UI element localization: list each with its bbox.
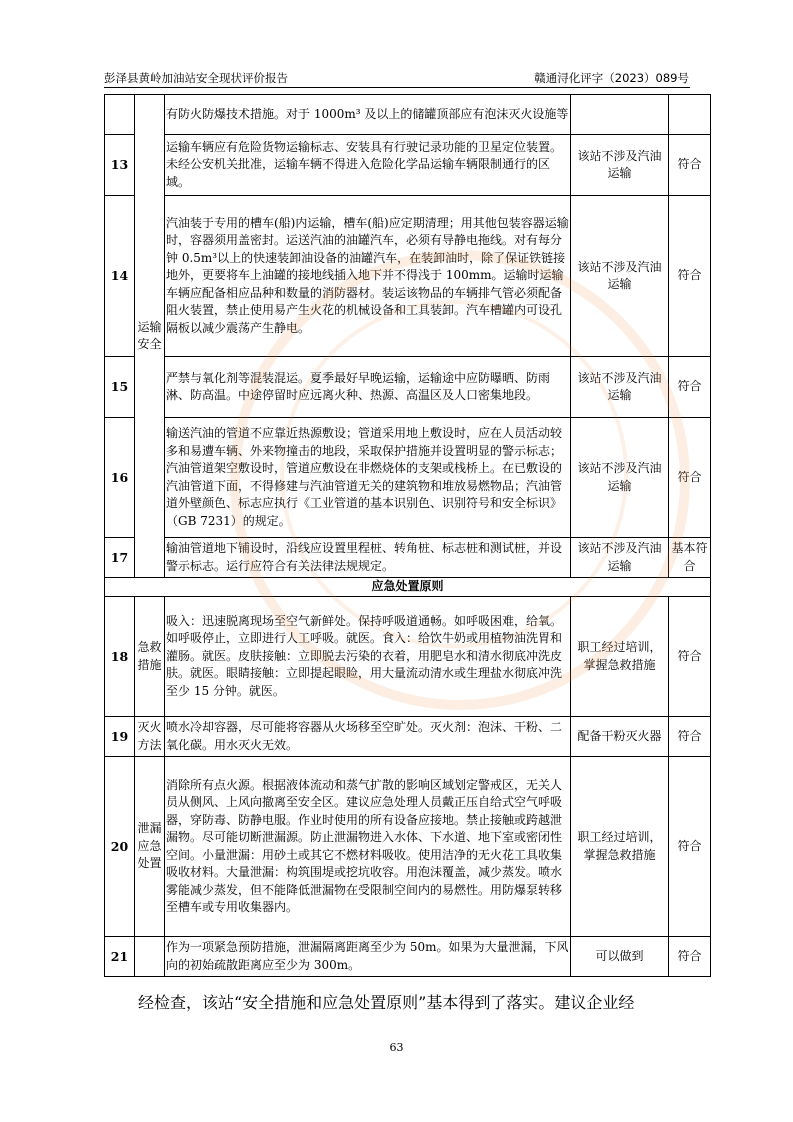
item-number: 13 bbox=[105, 135, 135, 196]
item-fact: 该站不涉及汽油运输 bbox=[571, 538, 669, 578]
table-row bbox=[105, 597, 711, 717]
item-content: 汽油装于专用的槽车(船)内运输，槽车(船)应定期清理；用其他包装容器运输时，容器须用盖密封。运送汽油的油罐汽车，必须有导静电拖线。对有每分钟 0.5m³以上的快速装卸油设备的油罐汽车，在装卸油时，除了保证铁链接地外，更要将车上油罐的接地线插入地下并不得浅于 100mm。运输时运输车辆应配备相应品种和数量的消防器材。装运该物品的车辆排气管必须配备阻火装置，禁止使用易产生火花的机械设备和工具装卸。汽车槽罐内可设孔隔板以减少震荡产生静电。 bbox=[165, 196, 571, 357]
item-result: 符合 bbox=[669, 757, 711, 937]
item-result: 符合 bbox=[669, 597, 711, 717]
item-content: 吸入：迅速脱离现场至空气新鲜处。保持呼吸道通畅。如呼吸困难，给氧。如呼吸停止，立即进行人工呼吸。就医。食入：给饮牛奶或用植物油洗胃和灌肠。就医。皮肤接触：立即脱去污染的衣着，用肥皂水和清水彻底冲洗皮肤。就医。眼睛接触：立即提起眼睑，用大量流动清水或生理盐水彻底冲洗至少 15 分钟。就医。 bbox=[165, 597, 571, 717]
table-row bbox=[105, 757, 711, 937]
category-cell: 灭火方法 bbox=[135, 717, 165, 757]
category-cell bbox=[135, 937, 165, 977]
item-number: 16 bbox=[105, 418, 135, 538]
table-row bbox=[105, 937, 711, 977]
item-fact: 可以做到 bbox=[571, 937, 669, 977]
item-number: 20 bbox=[105, 757, 135, 937]
item-content: 输油管道地下铺设时，沿线应设置里程桩、转角桩、标志桩和测试桩，并设警示标志。运行应符合有关法律法规规定。 bbox=[165, 538, 571, 578]
table-row bbox=[105, 418, 711, 538]
safety-table bbox=[104, 94, 711, 977]
section-title: 应急处置原则 bbox=[105, 578, 711, 597]
item-result: 符合 bbox=[669, 357, 711, 418]
item-fact: 配备干粉灭火器 bbox=[571, 717, 669, 757]
item-number: 18 bbox=[105, 597, 135, 717]
category-cell: 泄漏应急处置 bbox=[135, 757, 165, 937]
item-result: 符合 bbox=[669, 418, 711, 538]
conclusion-paragraph: 经检查，该站“安全措施和应急处置原则”基本得到了落实。建议企业经 bbox=[138, 993, 635, 1012]
item-fact: 该站不涉及汽油运输 bbox=[571, 418, 669, 538]
item-number: 19 bbox=[105, 717, 135, 757]
table-row bbox=[105, 196, 711, 357]
item-fact: 该站不涉及汽油运输 bbox=[571, 196, 669, 357]
item-content: 作为一项紧急预防措施，泄漏隔离距离至少为 50m。如果为大量泄漏，下风向的初始疏散距离应至少为 300m。 bbox=[165, 937, 571, 977]
item-content: 输送汽油的管道不应靠近热源敷设；管道采用地上敷设时，应在人员活动较多和易遭车辆、外来物撞击的地段，采取保护措施并设置明显的警示标志；汽油管道架空敷设时，管道应敷设在非燃烧体的支架或栈桥上。在已敷设的汽油管道下面，不得修建与汽油管道无关的建筑物和堆放易燃物品；汽油管道外壁颜色、标志应执行《工业管道的基本识别色、识别符号和安全标识》（GB 7231）的规定。 bbox=[165, 418, 571, 538]
table-row bbox=[105, 717, 711, 757]
item-content: 有防火防爆技术措施。对于 1000m³ 及以上的储罐顶部应有泡沫灭火设施等 bbox=[165, 95, 571, 135]
table-row bbox=[105, 357, 711, 418]
table-row bbox=[105, 538, 711, 578]
item-fact: 该站不涉及汽油运输 bbox=[571, 135, 669, 196]
page-number: 63 bbox=[389, 1041, 404, 1054]
report-number: 赣通浔化评字（2023）089号 bbox=[534, 71, 689, 85]
item-content: 喷水冷却容器，尽可能将容器从火场移至空旷处。灭火剂：泡沫、干粉、二氧化碳。用水灭火无效。 bbox=[165, 717, 571, 757]
item-number: 15 bbox=[105, 357, 135, 418]
item-content: 消除所有点火源。根据液体流动和蒸气扩散的影响区域划定警戒区，无关人员从侧风、上风向撤离至安全区。建议应急处理人员戴正压自给式空气呼吸器，穿防毒、防静电服。作业时使用的所有设备应接地。禁止接触或跨越泄漏物。尽可能切断泄漏源。防止泄漏物进入水体、下水道、地下室或密闭性空间。小量泄漏：用砂土或其它不燃材料吸收。使用洁净的无火花工具收集吸收材料。大量泄漏：构筑围堤或挖坑收容。用泡沫覆盖，减少蒸发。喷水雾能减少蒸发，但不能降低泄漏物在受限制空间内的易燃性。用防爆泵转移至槽车或专用收集器内。 bbox=[165, 757, 571, 937]
table-row bbox=[105, 95, 711, 135]
item-result: 符合 bbox=[669, 196, 711, 357]
category-cell: 运输安全 bbox=[135, 95, 165, 578]
item-fact: 职工经过培训，掌握急救措施 bbox=[571, 757, 669, 937]
item-result: 符合 bbox=[669, 135, 711, 196]
item-result: 符合 bbox=[669, 937, 711, 977]
item-result: 基本符合 bbox=[669, 538, 711, 578]
item-number: 21 bbox=[105, 937, 135, 977]
item-fact: 职工经过培训，掌握急救措施 bbox=[571, 597, 669, 717]
item-content: 运输车辆应有危险货物运输标志、安装具有行驶记录功能的卫星定位装置。未经公安机关批准，运输车辆不得进入危险化学品运输车辆限制通行的区域。 bbox=[165, 135, 571, 196]
item-number: 14 bbox=[105, 196, 135, 357]
table-row bbox=[105, 135, 711, 196]
report-title: 彭泽县黄岭加油站安全现状评价报告 bbox=[104, 71, 288, 85]
header-rule bbox=[104, 87, 690, 88]
item-number: 17 bbox=[105, 538, 135, 578]
item-result: 符合 bbox=[669, 717, 711, 757]
category-cell: 急救措施 bbox=[135, 597, 165, 717]
item-content: 严禁与氧化剂等混装混运。夏季最好早晚运输，运输途中应防曝晒、防雨淋、防高温。中途停留时应远离火种、热源、高温区及人口密集地段。 bbox=[165, 357, 571, 418]
item-fact: 该站不涉及汽油运输 bbox=[571, 357, 669, 418]
section-row bbox=[105, 578, 711, 597]
